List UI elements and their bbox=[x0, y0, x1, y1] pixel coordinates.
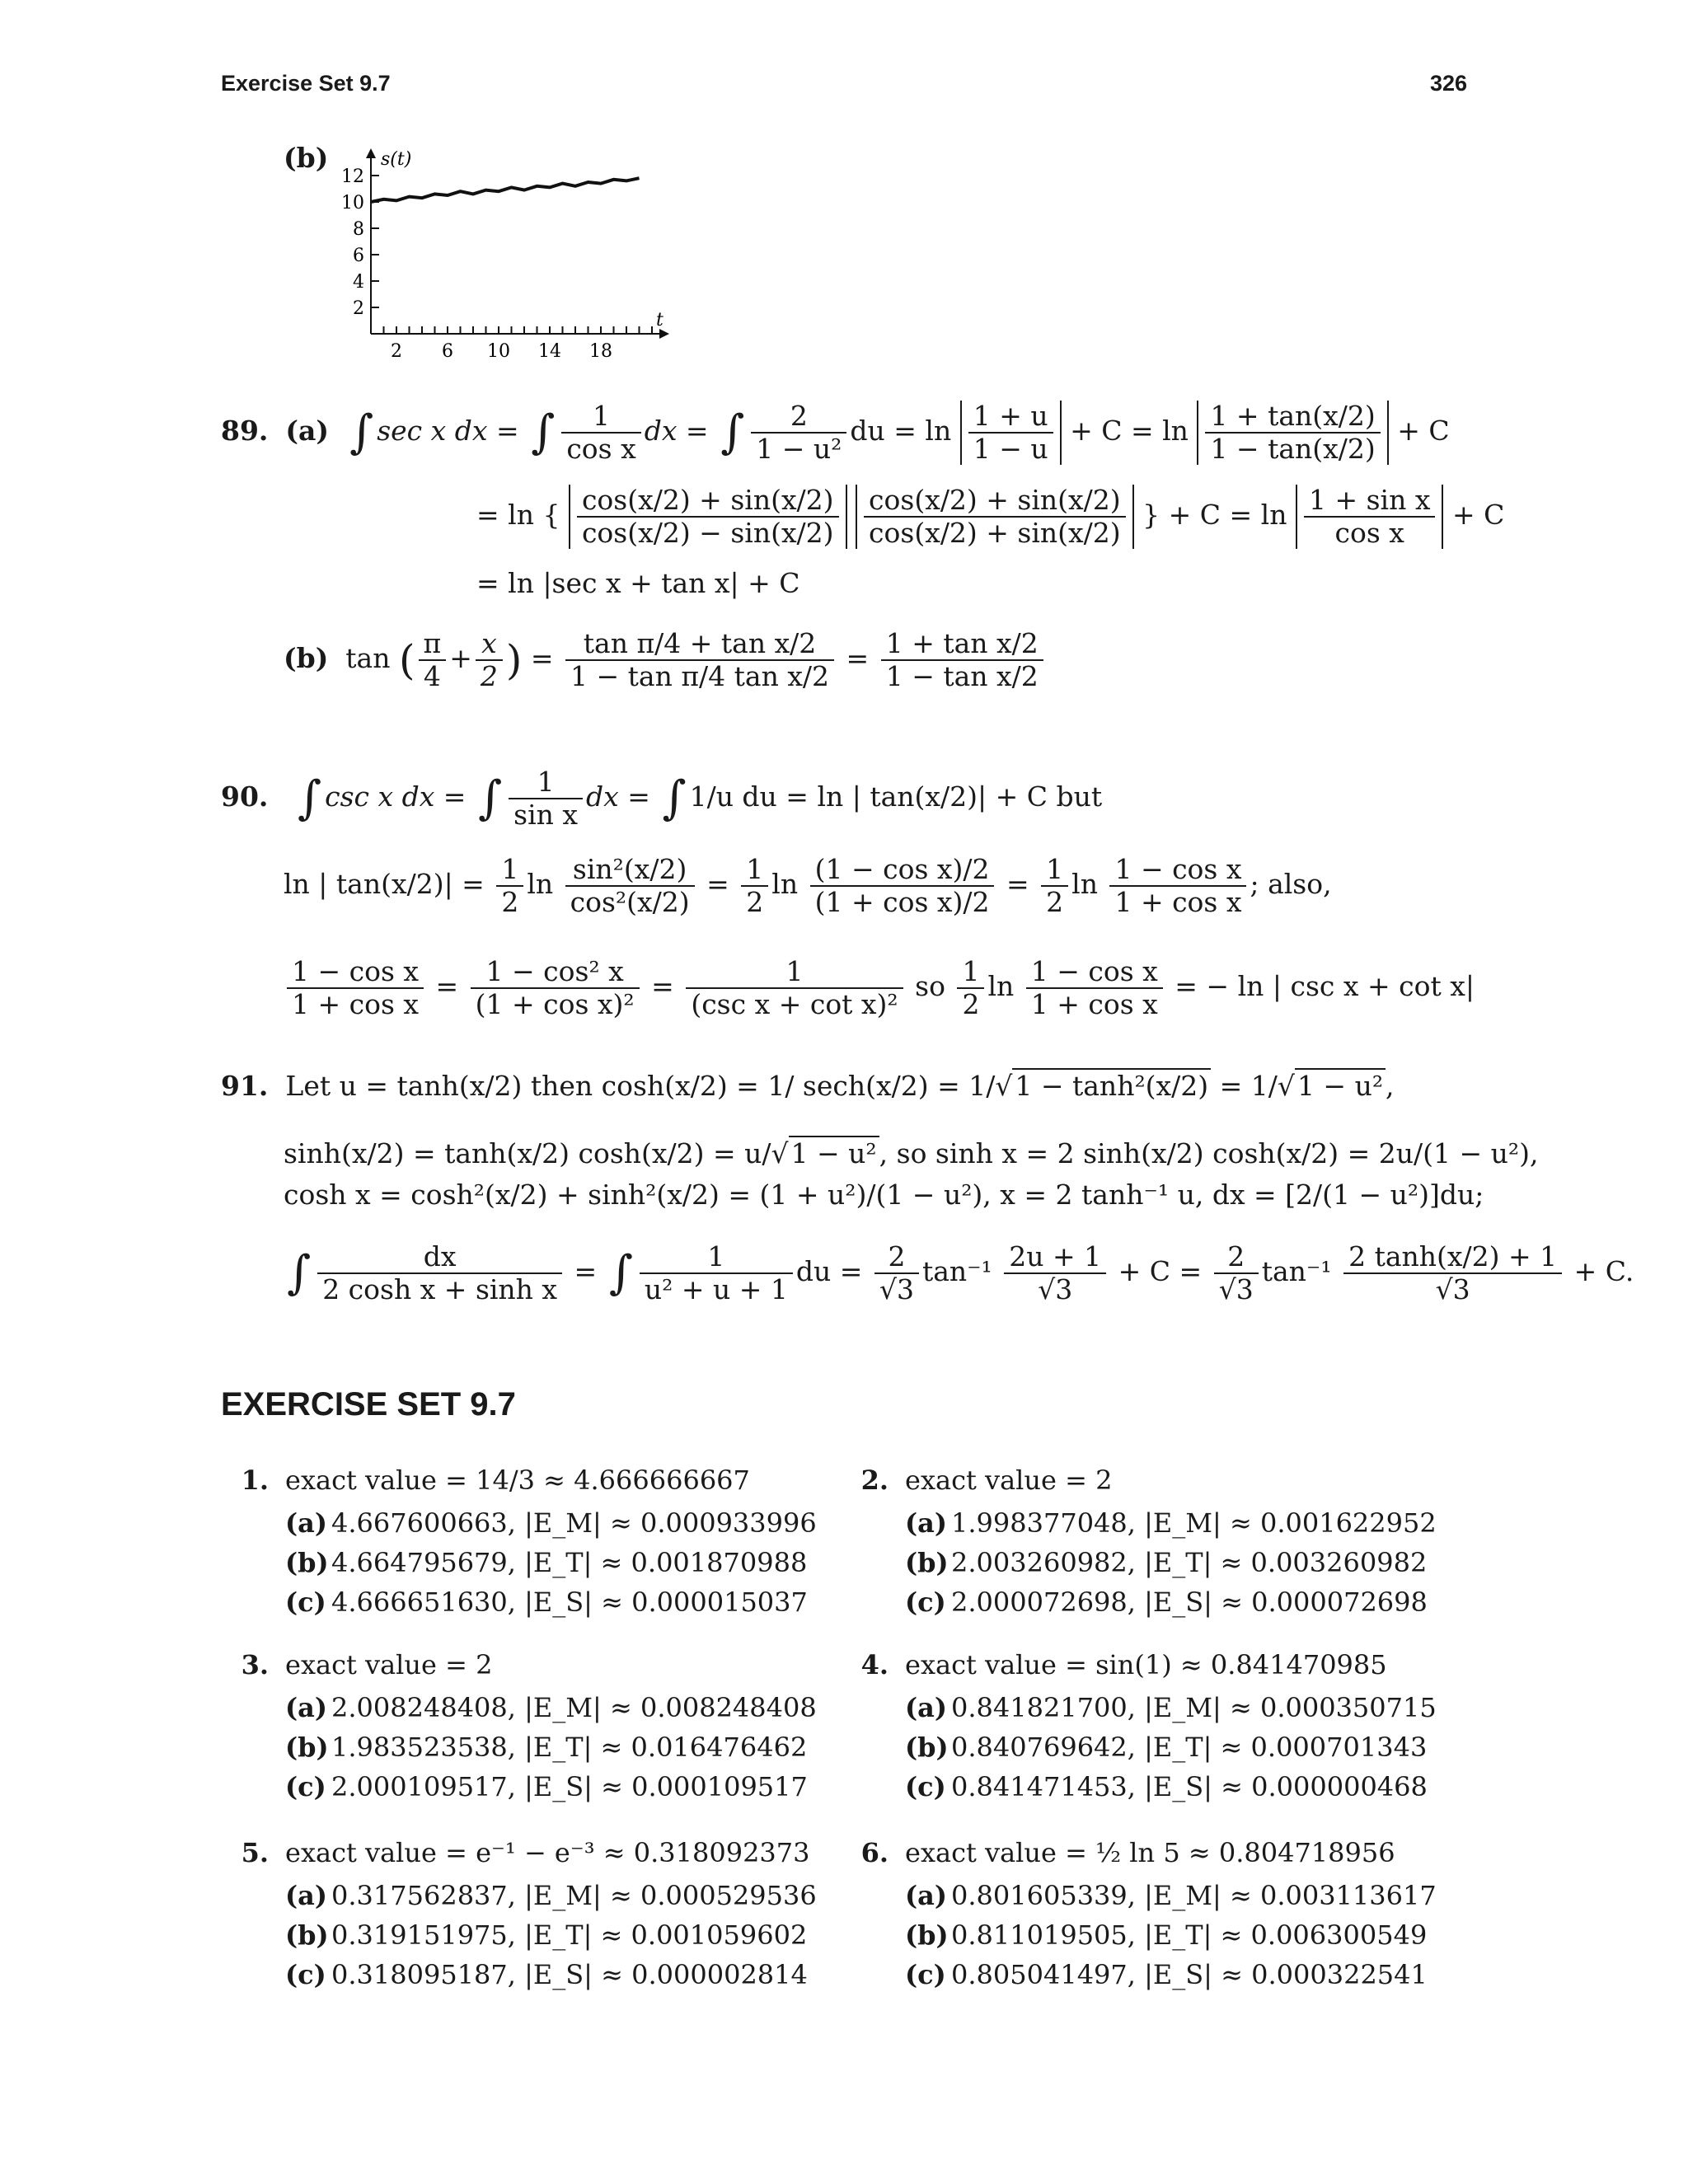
fraction: $\frac{1}{2}$ bbox=[1041, 854, 1068, 918]
fraction: $\frac{x}{2}$ bbox=[476, 628, 503, 692]
exercise-2: 2. exact value = 2 (a) 1.998377048, |E_M| ≈ 0.001622952 (b) 2.003260982, |E_T| ≈ 0.003260982 (c) 2.000072698, |E_S| ≈ 0.000072698 bbox=[860, 1465, 1437, 1618]
p89-line3: = ln |sec x + tan x| + C bbox=[476, 567, 800, 599]
integral-sign: ∫ bbox=[297, 771, 322, 826]
graph-s-of-t bbox=[330, 140, 692, 363]
absolute-value bbox=[1197, 401, 1388, 465]
absolute-value bbox=[569, 485, 847, 549]
fraction: $\frac{1}{2}$ bbox=[957, 956, 984, 1020]
y-axis-label: s(t) bbox=[381, 149, 412, 170]
fraction: $\frac{\text{tan π/4 + tan x/2}}{\text{1 − tan π/4 tan x/2}}$ bbox=[565, 628, 834, 692]
graph-series-line bbox=[371, 178, 640, 202]
p89-part-b: (b) tan ( $\frac{\pi}{4}$ + $\frac{x}{2}$ ) = $\frac{\text{tan π/4 + tan x/2}}{\text{1 − tan π/4 tan x/2}}$ = $\frac{\text{1 + tan x/2}}{\text{1 − tan x/2}}$ bbox=[284, 628, 1047, 692]
fraction: $\frac{2}{√3}$ bbox=[874, 1241, 919, 1305]
x-tick-label: 2 bbox=[391, 341, 402, 362]
fraction: $\frac{1}{2}$ bbox=[496, 854, 523, 918]
p90-line2: ln | tan(x/2)| = $\frac{1}{2}$ ln $\frac{\text{sin²(x/2)}}{\text{cos²(x/2)}}$ = $\frac{1}{2}$ ln $\frac{\text{(1 − cos x)/2}}{\text{(1 + cos x)/2}}$ = $\frac{1}{2}$ ln $\frac{\text{1 − cos x}}{\text{1 + cos x}}$ ; also, bbox=[284, 853, 1332, 918]
integral-sign: ∫ bbox=[720, 405, 745, 460]
fraction: $\frac{1 + u}{1 - u}$ bbox=[968, 401, 1053, 465]
fraction: $\frac{2 \tanh(x/2) + 1}{√3}$ bbox=[1343, 1241, 1562, 1305]
x-tick-label: 10 bbox=[487, 341, 510, 362]
exercise-4: 4. exact value = sin(1) ≈ 0.841470985 (a) 0.841821700, |E_M| ≈ 0.000350715 (b) 0.840769642, |E_T| ≈ 0.000701343 (c) 0.841471453, |E_S| ≈ 0.000000468 bbox=[860, 1649, 1437, 1802]
fraction: $\frac{\text{1 − cos² x}}{\text{(1 + cos x)²}}$ bbox=[471, 956, 640, 1020]
fraction: $\frac{\cos(x/2) + \sin(x/2)}{\cos(x/2) + \sin(x/2)}$ bbox=[864, 485, 1126, 549]
x-tick-label: 14 bbox=[538, 341, 561, 362]
section-title: EXERCISE SET 9.7 bbox=[221, 1386, 516, 1422]
fraction: $\frac{2}{\text{1 − u²}}$ bbox=[751, 401, 846, 465]
page-number: 326 bbox=[1429, 71, 1467, 96]
x-tick-label: 6 bbox=[442, 341, 453, 362]
fraction: $\frac{\text{1 − cos x}}{\text{1 + cos x}}$ bbox=[1026, 956, 1163, 1020]
integral-sign: ∫ bbox=[477, 771, 503, 826]
integral-sign: ∫ bbox=[349, 405, 374, 460]
fraction: $\frac{\text{1 − cos x}}{\text{1 + cos x}}$ bbox=[287, 956, 424, 1020]
fraction: $\frac{\pi}{4}$ bbox=[419, 628, 447, 692]
y-axis-arrow bbox=[366, 148, 376, 158]
x-tick-label: 18 bbox=[589, 341, 612, 362]
integral-sign: ∫ bbox=[287, 1246, 312, 1301]
fraction: $\frac{\text{1 − cos x}}{\text{1 + cos x}}$ bbox=[1109, 854, 1246, 918]
absolute-value bbox=[856, 485, 1134, 549]
y-tick-label: 4 bbox=[353, 272, 364, 293]
fraction: $\frac{1}{\text{(csc x + cot x)²}}$ bbox=[686, 956, 903, 1020]
graph-part-label: (b) bbox=[284, 142, 329, 174]
fraction: $\frac{\text{1 + sin x}}{\text{cos x}}$ bbox=[1304, 485, 1435, 549]
fraction: $\frac{1}{\text{u² + u + 1}}$ bbox=[640, 1241, 793, 1305]
p90-line3: $\frac{\text{1 − cos x}}{\text{1 + cos x}}$ = $\frac{\text{1 − cos² x}}{\text{(1 + cos x)²}}$ = $\frac{1}{\text{(csc x + cot x)²}}$ so $\frac{1}{2}$ ln $\frac{\text{1 − cos x}}{\text{1 + cos x}}$ = − ln | csc x + cot x| bbox=[284, 956, 1475, 1020]
p89-line2: = ln { $\frac{\cos(x/2) + \sin(x/2)}{\cos(x/2) - \sin(x/2)}$ $\frac{\cos(x/2) + \sin(x/2)}{\cos(x/2) + \sin(x/2)}$ } + C = ln $\frac{\text{1 + sin x}}{\text{cos x}}$ + C bbox=[476, 484, 1505, 549]
p91-line4: ∫ $\frac{dx}{\text{2 cosh x + sinh x}}$ = ∫ $\frac{1}{\text{u² + u + 1}}$ du = $\frac{2}{√3}$ tan⁻¹ $\frac{2u + 1}{√3}$ + C = $\frac{2}{√3}$ tan⁻¹ $\frac{2 \tanh(x/2) + 1}{√3}$ + C. bbox=[287, 1240, 1634, 1305]
exercise-1: 1. exact value = 14/3 ≈ 4.666666667 (a) 4.667600663, |E_M| ≈ 0.000933996 (b) 4.664795679, |E_T| ≈ 0.001870988 (c) 4.666651630, |E_S| ≈ 0.000015037 bbox=[241, 1465, 817, 1618]
absolute-value bbox=[1296, 485, 1443, 549]
integral-sign: ∫ bbox=[662, 771, 687, 826]
exercise-3: 3. exact value = 2 (a) 2.008248408, |E_M| ≈ 0.008248408 (b) 1.983523538, |E_T| ≈ 0.016476462 (c) 2.000109517, |E_S| ≈ 0.000109517 bbox=[241, 1649, 817, 1802]
fraction: $\frac{\text{sin²(x/2)}}{\text{cos²(x/2)}}$ bbox=[565, 854, 695, 918]
y-tick-label: 6 bbox=[353, 246, 364, 266]
exercise-5: 5. exact value = e⁻¹ − e⁻³ ≈ 0.318092373 (a) 0.317562837, |E_M| ≈ 0.000529536 (b) 0.319151975, |E_T| ≈ 0.001059602 (c) 0.318095187, |E_S| ≈ 0.000002814 bbox=[241, 1837, 817, 1990]
fraction: $\frac{1}{2}$ bbox=[741, 854, 768, 918]
fraction: $\frac{1 + \tan(x/2)}{1 - \tan(x/2)}$ bbox=[1205, 401, 1380, 465]
p91-line2: sinh(x/2) = tanh(x/2) cosh(x/2) = u/√1 − u², so sinh x = 2 sinh(x/2) cosh(x/2) = 2u/(1 − u²), bbox=[284, 1137, 1539, 1169]
fraction: $\frac{2u + 1}{√3}$ bbox=[1004, 1241, 1106, 1305]
fraction: $\frac{dx}{\text{2 cosh x + sinh x}}$ bbox=[317, 1241, 562, 1305]
y-tick-label: 2 bbox=[353, 298, 364, 319]
running-header: Exercise Set 9.7 bbox=[221, 71, 391, 96]
p90-line1: 90. ∫ csc x dx = ∫ $\frac{1}{\text{sin x}}$ dx = ∫ 1/u du = ln | tan(x/2)| + C but bbox=[221, 766, 1103, 831]
integral-sign: ∫ bbox=[531, 405, 556, 460]
exercise-6: 6. exact value = ½ ln 5 ≈ 0.804718956 (a) 0.801605339, |E_M| ≈ 0.003113617 (b) 0.811019505, |E_T| ≈ 0.006300549 (c) 0.805041497, |E_S| ≈ 0.000322541 bbox=[860, 1837, 1437, 1990]
fraction: $\frac{\text{1 + tan x/2}}{\text{1 − tan x/2}}$ bbox=[881, 628, 1043, 692]
fraction: $\frac{1}{\text{sin x}}$ bbox=[509, 766, 583, 831]
integral-sign: ∫ bbox=[608, 1246, 633, 1301]
p91-line1: 91. Let u = tanh(x/2) then cosh(x/2) = 1/ sech(x/2) = 1/√1 − tanh²(x/2) = 1/√1 − u², bbox=[221, 1070, 1395, 1102]
y-tick-label: 10 bbox=[341, 193, 364, 213]
x-axis-label: t bbox=[656, 310, 663, 330]
p91-line3: cosh x = cosh²(x/2) + sinh²(x/2) = (1 + u²)/(1 − u²), x = 2 tanh⁻¹ u, dx = [2/(1 − u²)]du; bbox=[284, 1179, 1484, 1211]
fraction: $\frac{2}{√3}$ bbox=[1214, 1241, 1259, 1305]
fraction: $\frac{\cos(x/2) + \sin(x/2)}{\cos(x/2) - \sin(x/2)}$ bbox=[577, 485, 839, 549]
y-tick-label: 12 bbox=[341, 166, 364, 187]
p89-line1: 89. (a) ∫ sec x dx = ∫ $\frac{1}{\text{cos x}}$ dx = ∫ $\frac{2}{\text{1 − u²}}$ du = ln $\frac{1 + u}{1 - u}$ + C = ln $\frac{1 + \tan(x/2)}{1 - \tan(x/2)}$ + C bbox=[221, 400, 1450, 465]
fraction: $\frac{\text{(1 − cos x)/2}}{\text{(1 + cos x)/2}}$ bbox=[810, 854, 995, 918]
absolute-value bbox=[960, 401, 1062, 465]
fraction: $\frac{1}{\text{cos x}}$ bbox=[561, 401, 640, 465]
y-tick-label: 8 bbox=[353, 219, 364, 240]
